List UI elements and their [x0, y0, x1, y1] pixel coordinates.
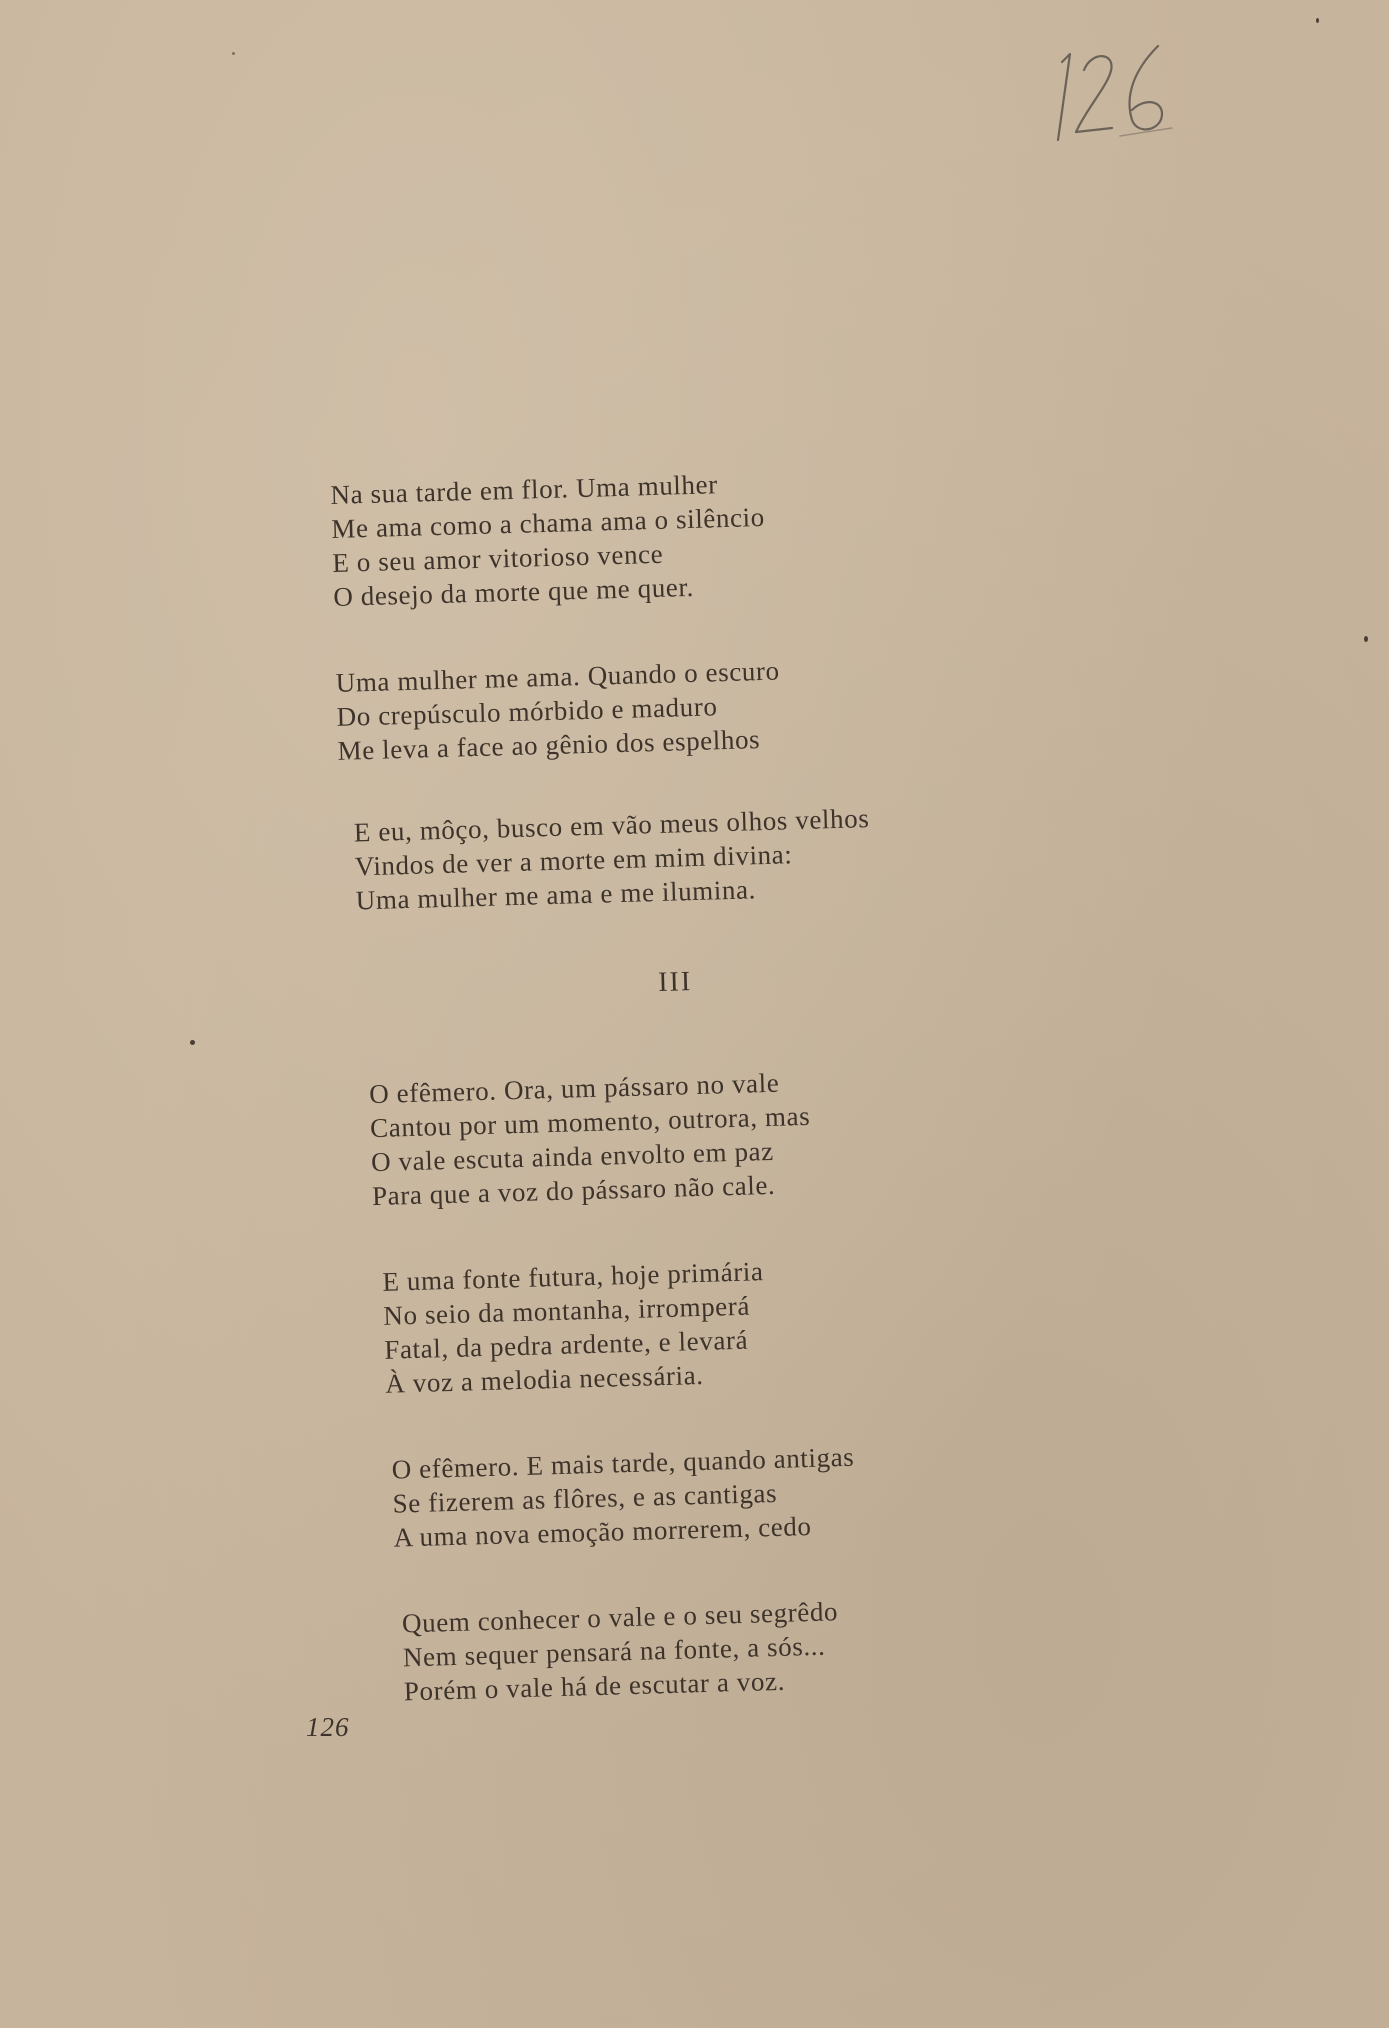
paper-speck [1316, 18, 1319, 23]
verse-line: Para que a voz do pássaro não cale. [371, 1169, 776, 1212]
paper-speck [1364, 636, 1368, 642]
handwritten-folio-number [1040, 40, 1190, 150]
handwritten-number-glyph [1040, 40, 1190, 150]
verse-line: O efêmero. Ora, um pássaro no vale [368, 1067, 780, 1110]
verse-line: Uma mulher me ama e me ilumina. [355, 874, 757, 916]
verse-line: A uma nova emoção morrerem, cedo [393, 1510, 812, 1553]
verse-line: Me leva a face ao gênio dos espelhos [337, 724, 761, 766]
verse-line: O desejo da morte que me quer. [332, 571, 695, 612]
verse-line: E o seu amor vitorioso vence [331, 538, 664, 578]
section-heading: III [657, 966, 693, 999]
verse-line: Uma mulher me ama. Quando o escuro [335, 655, 780, 698]
verse-line: Cantou por um momento, outrora, mas [369, 1100, 811, 1144]
stanza [391, 1434, 1060, 1555]
stanza [369, 1058, 1051, 1213]
verse-line: Na sua tarde em flor. Uma mulher [330, 469, 719, 510]
verse-line: Do crepúsculo mórbido e maduro [336, 691, 718, 732]
verse-line: O efêmero. E mais tarde, quando antigas [391, 1441, 855, 1485]
verse-line: E uma fonte futura, hoje primária [382, 1256, 764, 1297]
page-number: 126 [306, 1712, 350, 1742]
stanza [382, 1246, 1056, 1401]
verse-line: E eu, môço, busco em vão meus olhos velhos [353, 803, 870, 848]
verse-line: Se fizerem as flôres, e as cantigas [392, 1477, 778, 1519]
verse-line: Vindos de ver a morte em mim divina: [354, 839, 793, 882]
verse-line: Nem sequer pensará na fonte, a sós... [402, 1630, 826, 1673]
stanza [402, 1588, 1065, 1708]
verse-line: À voz a melodia necessária. [384, 1359, 704, 1399]
poem-body [330, 458, 1064, 1709]
stanza [353, 796, 1042, 917]
verse-line: No seio da montanha, irromperá [382, 1290, 751, 1331]
paper-speck [190, 1040, 195, 1045]
stanza [335, 646, 1038, 768]
verse-line: Quem conhecer o vale e o seu segrêdo [401, 1596, 839, 1639]
verse-line: O vale escuta ainda envolto em paz [370, 1135, 775, 1178]
stanza [330, 458, 1034, 613]
verse-line: Me ama como a chama ama o silêncio [331, 501, 766, 544]
paper-speck [232, 52, 235, 55]
verse-line: Fatal, da pedra ardente, e levará [383, 1324, 749, 1365]
verse-line: Porém o vale há de escutar a voz. [403, 1665, 786, 1707]
